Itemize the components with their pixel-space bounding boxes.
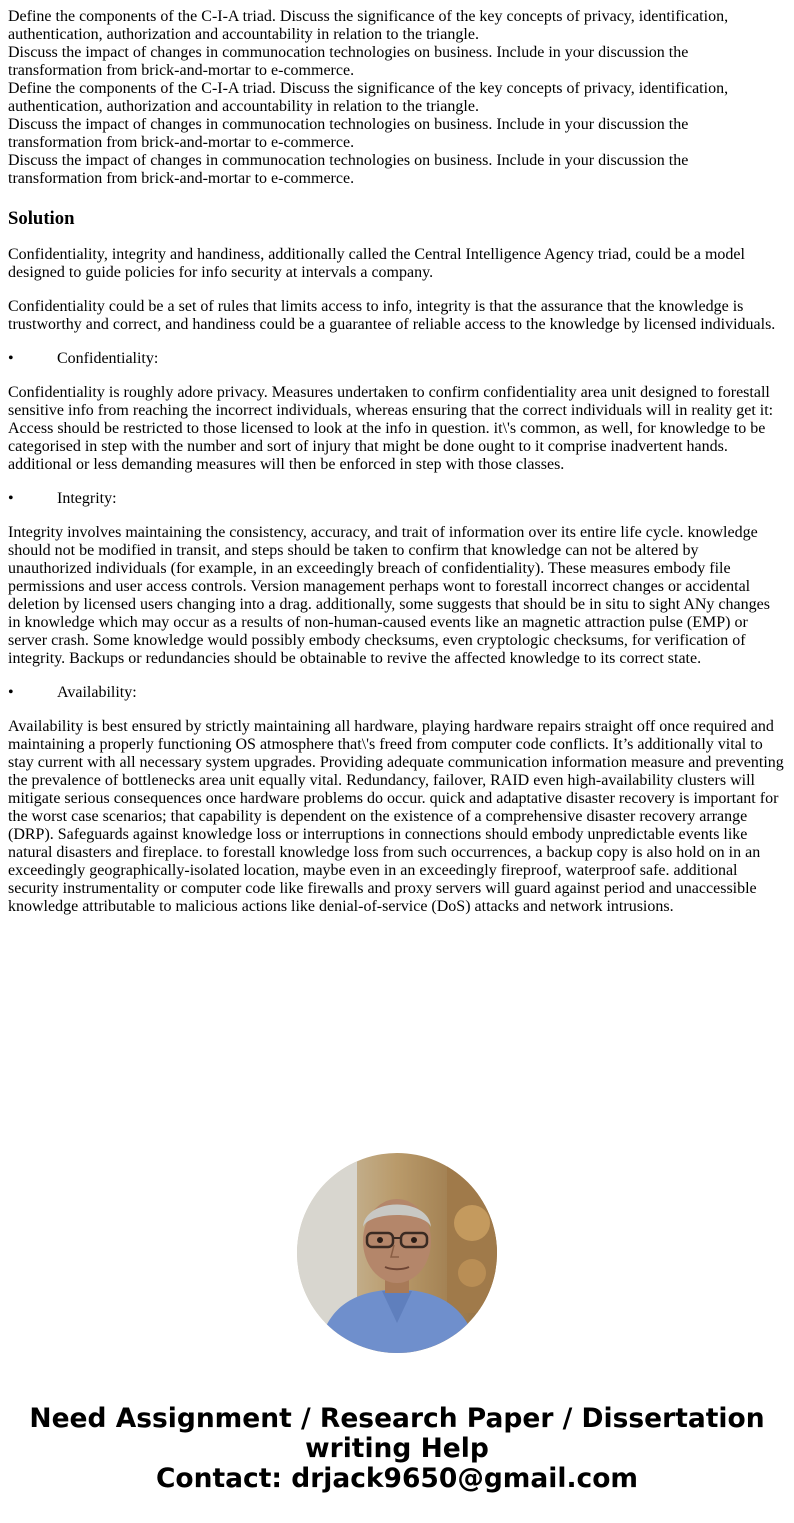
question-line: Define the components of the C-I-A triad. Discuss the significance of the key concepts of privacy, identification, authentication, authorization and accountability in relation to the triangle. bbox=[8, 80, 729, 115]
promo-banner bbox=[0, 1404, 794, 1494]
bullet-label: Integrity: bbox=[57, 490, 117, 507]
bullet-icon: • bbox=[8, 684, 14, 701]
bullet-integrity bbox=[8, 490, 786, 508]
question-line: Discuss the impact of changes in communocation technologies on business. Include in your discussion the transformation from brick-and-mortar to e-commerce. bbox=[8, 44, 689, 79]
author-photo-portrait bbox=[297, 1153, 497, 1353]
intro-paragraph: Confidentiality could be a set of rules that limits access to info, integrity is that the assurance that the knowledge is trustworthy and correct, and handiness could be a guarantee of reliable access to the knowledge by licensed individuals. bbox=[8, 298, 776, 333]
question-line: Define the components of the C-I-A triad. Discuss the significance of the key concepts of privacy, identification, authentication, authorization and accountability in relation to the triangle. bbox=[8, 8, 729, 43]
solution-body bbox=[8, 246, 786, 932]
question-text bbox=[8, 8, 786, 188]
bullet-confidentiality bbox=[8, 350, 786, 368]
question-line: Discuss the impact of changes in communocation technologies on business. Include in your discussion the transformation from brick-and-mortar to e-commerce. bbox=[8, 152, 689, 187]
promo-headline: Need Assignment / Research Paper / Dissertation writing Help bbox=[29, 1403, 765, 1464]
bullet-label: Confidentiality: bbox=[57, 350, 159, 367]
confidentiality-paragraph: Confidentiality is roughly adore privacy. Measures undertaken to confirm confidentiality area unit designed to forestall sensitive info from reaching the incorrect individuals, whereas ensuring that the correct individuals will in reality get it: Access should be restricted to those licensed to look at the info in question. it\'s common, as well, for knowledge to be categorised in step with the number and sort of injury that might be done ought to it comprise inadvertent hands. additional or less demanding measures will then be enforced in step with those classes. bbox=[8, 384, 774, 473]
bullet-availability bbox=[8, 684, 786, 702]
bullet-label: Availability: bbox=[57, 684, 137, 701]
promo-contact: Contact: drjack9650@gmail.com bbox=[155, 1463, 639, 1494]
integrity-paragraph: Integrity involves maintaining the consistency, accuracy, and trait of information over its entire life cycle. knowledge should not be modified in transit, and steps should be taken to confirm that knowledge can not be altered by unauthorized individuals (for example, in an exceedingly breach of confidentiality). These measures embody file permissions and user access controls. Version management perhaps wont to forestall incorrect changes or accidental deletion by licensed users changing into a drag. additionally, some suggests that should be in situ to sight ANy changes in knowledge which may occur as a results of non-human-caused events like an magnetic attraction pulse (EMP) or server crash. Some knowledge would possibly embody checksums, even cryptologic checksums, for verification of integrity. Backups or redundancies should be obtainable to revive the affected knowledge to its correct state. bbox=[8, 524, 770, 667]
author-photo bbox=[297, 1153, 497, 1353]
intro-paragraph: Confidentiality, integrity and handiness, additionally called the Central Intelligence Agency triad, could be a model designed to guide policies for info security at intervals a company. bbox=[8, 246, 745, 281]
availability-paragraph: Availability is best ensured by strictly maintaining all hardware, playing hardware repairs straight off once required and maintaining a properly functioning OS atmosphere that\'s freed from computer code conflicts. It’s additionally vital to stay current with all necessary system upgrades. Providing adequate communication information measure and preventing the prevalence of bottlenecks area unit equally vital. Redundancy, failover, RAID even high-availability clusters will mitigate serious consequences once hardware problems do occur. quick and adaptative disaster recovery is important for the worst case scenarios; that capability is dependent on the existence of a comprehensive disaster recovery arrange (DRP). Safeguards against knowledge loss or interruptions in connections should embody unpredictable events like natural disasters and fireplace. to forestall knowledge loss from such occurrences, a backup copy is also hold on in an exceedingly geographically-isolated location, maybe even in an exceedingly fireproof, waterproof safe. additional security instrumentality or computer code like firewalls and proxy servers will guard against period and unaccessible knowledge attributable to malicious actions like denial-of-service (DoS) attacks and network intrusions. bbox=[8, 718, 784, 915]
solution-heading: Solution bbox=[8, 208, 75, 229]
bullet-icon: • bbox=[8, 490, 14, 507]
bullet-icon: • bbox=[8, 350, 14, 367]
question-line: Discuss the impact of changes in communocation technologies on business. Include in your discussion the transformation from brick-and-mortar to e-commerce. bbox=[8, 116, 689, 151]
